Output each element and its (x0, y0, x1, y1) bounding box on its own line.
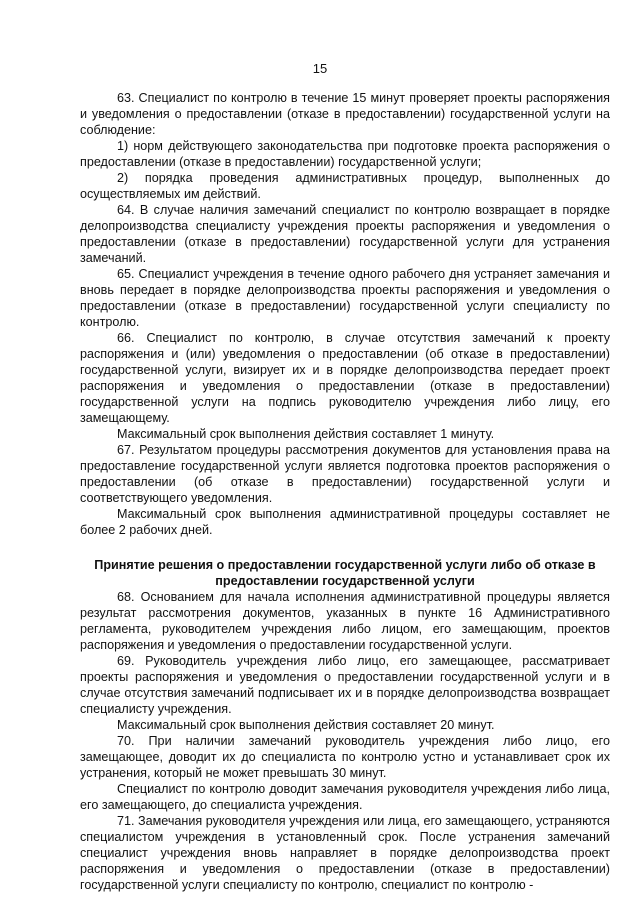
paragraph: 68. Основанием для начала исполнения административной процедуры является результат рассмотрения документов, указанных в пункте 16 Административного регламента, руководителем учреждения либо лицом, его замещающим, проектов распоряжения и уведомления о предоставлении государственной услуги. (80, 590, 610, 652)
paragraph: 71. Замечания руководителя учреждения или лица, его замещающего, устраняются специалистом учреждения в установленный срок. После устранения замечаний специалист учреждения вновь направляет в порядке делопроизводства проект распоряжения и уведомления о предоставлении (отказе в предоставлении) государственной услуги специалисту по контролю, специалист по контролю - (80, 814, 610, 892)
paragraph: 67. Результатом процедуры рассмотрения документов для установления права на предоставление государственной услуги является подготовка проектов распоряжения о предоставлении (об отказе в предоставлении) государственной услуги и соответствующего уведомления. (80, 443, 610, 505)
paragraph: Максимальный срок выполнения административной процедуры составляет не более 2 рабочих дней. (80, 507, 610, 537)
paragraph: Специалист по контролю доводит замечания руководителя учреждения либо лица, его замещающего, до специалиста учреждения. (80, 782, 610, 812)
document-body (80, 90, 610, 893)
paragraph: 66. Специалист по контролю, в случае отсутствия замечаний к проекту распоряжения и (или) уведомления о предоставлении (об отказе в предоставлении) государственной услуги, визирует их и в порядке делопроизводства передает проект распоряжения и уведомления о предоставлении (отказе в предоставлении) государственной услуги на подпись руководителю учреждения либо лицу, его замещающему. (80, 331, 610, 425)
paragraph: 2) порядка проведения административных процедур, выполненных до осуществляемых им действий. (80, 171, 610, 201)
paragraph: 69. Руководитель учреждения либо лицо, его замещающее, рассматривает проекты распоряжения и уведомления о предоставлении государственной услуги и в случае отсутствия замечаний подписывает их и в порядке делопроизводства возвращает специалисту учреждения. (80, 654, 610, 716)
paragraph: 65. Специалист учреждения в течение одного рабочего дня устраняет замечания и вновь передает в порядке делопроизводства проекты распоряжения и уведомления о предоставлении (отказе в предоставлении) государственной услуги специалисту по контролю. (80, 267, 610, 329)
section-heading: Принятие решения о предоставлении государственной услуги либо об отказе в предоставлении государственной услуги (94, 558, 596, 588)
paragraph: Максимальный срок выполнения действия составляет 1 минуту. (117, 427, 495, 441)
paragraphs-after (80, 589, 610, 893)
paragraph: 63. Специалист по контролю в течение 15 минут проверяет проекты распоряжения и уведомления о предоставлении (отказе в предоставлении) государственной услуги на соблюдение: (80, 91, 610, 137)
paragraph: 70. При наличии замечаний руководитель учреждения либо лицо, его замещающее, доводит их до специалиста по контролю устно и устанавливает срок их устранения, который не может превышать 30 минут. (80, 734, 610, 780)
paragraph: Максимальный срок выполнения действия составляет 20 минут. (117, 718, 495, 732)
page-number: 15 (312, 61, 328, 76)
paragraph: 64. В случае наличия замечаний специалист по контролю возвращает в порядке делопроизводства специалисту учреждения проекты распоряжения и уведомления о предоставлении (отказе в предоставлении) государственной услуги для устранения замечаний. (80, 203, 610, 265)
paragraph: 1) норм действующего законодательства при подготовке проекта распоряжения о предоставлении (отказе в предоставлении) государственной услуги; (80, 139, 610, 169)
paragraphs-before (80, 90, 610, 538)
